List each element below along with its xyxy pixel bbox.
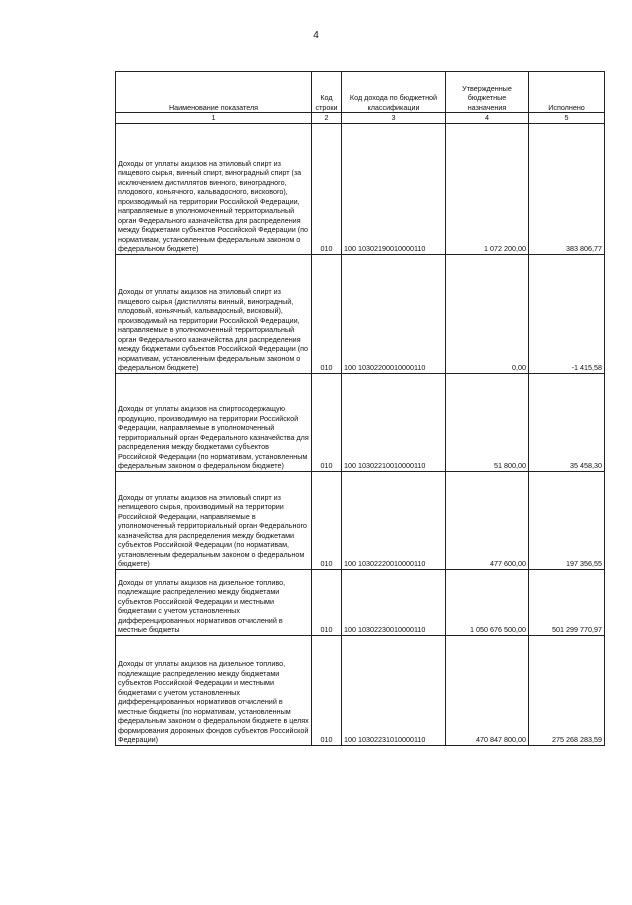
row-indicator-name: Доходы от уплаты акцизов на этиловый спирт из пищевого сырья, винный спирт, виноградный спирт (за исключением дистиллятов винного, виноградного, плодового, коньячного, кальвадосного, вискового), производимый на территории Российской Федерации, направляемые в уполномоченный территориальный орган Федерального казначейства для распределения между бюджетами субъектов Российской Федерации (по нормативам, установленным федеральным законом о федеральном бюджете) <box>116 123 312 254</box>
row-approved-amount: 1 050 676 500,00 <box>446 569 529 635</box>
row-executed-amount: 501 299 770,97 <box>529 569 605 635</box>
row-budget-classification-code: 100 10302220010000110 <box>342 471 446 569</box>
table-header-row <box>116 72 605 113</box>
row-indicator-name: Доходы от уплаты акцизов на спиртосодержащую продукцию, производимую на территории Российской Федерации, направляемые в уполномоченный территориальный орган Федерального казначейства для распределения между бюджетами субъектов Российской Федерации (по нормативам, установленным федеральным законом о федеральном бюджете) <box>116 373 312 471</box>
row-executed-amount: 275 268 283,59 <box>529 635 605 745</box>
row-line-code: 010 <box>312 635 342 745</box>
row-budget-classification-code: 100 10302190010000110 <box>342 123 446 254</box>
row-line-code: 010 <box>312 254 342 373</box>
row-budget-classification-code: 100 10302210010000110 <box>342 373 446 471</box>
row-approved-amount: 477 600,00 <box>446 471 529 569</box>
row-executed-amount: 197 356,55 <box>529 471 605 569</box>
row-line-code: 010 <box>312 471 342 569</box>
table-row <box>116 569 605 635</box>
row-approved-amount: 1 072 200,00 <box>446 123 529 254</box>
column-number: 4 <box>446 113 529 124</box>
row-approved-amount: 0,00 <box>446 254 529 373</box>
budget-revenue-table <box>115 71 605 746</box>
header-line-code: Код строки <box>312 72 342 113</box>
table-row <box>116 123 605 254</box>
row-indicator-name: Доходы от уплаты акцизов на этиловый спирт из непищевого сырья, производимый на территории Российской Федерации, направляемые в уполномоченный территориальный орган Федерального казначейства для распределения между бюджетами субъектов Российской Федерации (по нормативам, установленным федеральным законом о федеральном бюджете) <box>116 471 312 569</box>
column-numbers-row <box>116 113 605 124</box>
column-number: 1 <box>116 113 312 124</box>
table-row <box>116 635 605 745</box>
table-row <box>116 471 605 569</box>
row-indicator-name: Доходы от уплаты акцизов на дизельное топливо, подлежащие распределению между бюджетами субъектов Российской Федерации и местными бюджетами с учетом установленных дифференцированных нормативов отчислений в местные бюджеты <box>116 569 312 635</box>
row-executed-amount: -1 415,58 <box>529 254 605 373</box>
row-line-code: 010 <box>312 569 342 635</box>
row-budget-classification-code: 100 10302200010000110 <box>342 254 446 373</box>
column-number: 5 <box>529 113 605 124</box>
table-row <box>116 373 605 471</box>
row-line-code: 010 <box>312 373 342 471</box>
header-approved-appropriations: Утвержденные бюджетные назначения <box>446 72 529 113</box>
page-number: 4 <box>313 30 319 41</box>
row-budget-classification-code: 100 10302231010000110 <box>342 635 446 745</box>
row-approved-amount: 470 847 800,00 <box>446 635 529 745</box>
row-executed-amount: 383 806,77 <box>529 123 605 254</box>
header-budget-classification-code: Код дохода по бюджетной классификации <box>342 72 446 113</box>
row-budget-classification-code: 100 10302230010000110 <box>342 569 446 635</box>
header-executed: Исполнено <box>529 72 605 113</box>
row-indicator-name: Доходы от уплаты акцизов на этиловый спирт из пищевого сырья (дистилляты винный, виноградный, плодовый, коньячный, кальвадосный, висковый), производимый на территории Российской Федерации, направляемые в уполномоченный территориальный орган Федерального казначейства для распределения между бюджетами субъектов Российской Федерации (по нормативам, установленным федеральным законом о федеральном бюджете) <box>116 254 312 373</box>
column-number: 3 <box>342 113 446 124</box>
row-line-code: 010 <box>312 123 342 254</box>
row-executed-amount: 35 458,30 <box>529 373 605 471</box>
row-approved-amount: 51 800,00 <box>446 373 529 471</box>
header-indicator-name: Наименование показателя <box>116 72 312 113</box>
row-indicator-name: Доходы от уплаты акцизов на дизельное топливо, подлежащие распределению между бюджетами субъектов Российской Федерации и местными бюджетами с учетом установленных дифференцированных нормативов отчислений в местные бюджеты (по нормативам, установленным федеральным законом о федеральном бюджете в целях формирования дорожных фондов субъектов Российской Федерации) <box>116 635 312 745</box>
table-row <box>116 254 605 373</box>
column-number: 2 <box>312 113 342 124</box>
